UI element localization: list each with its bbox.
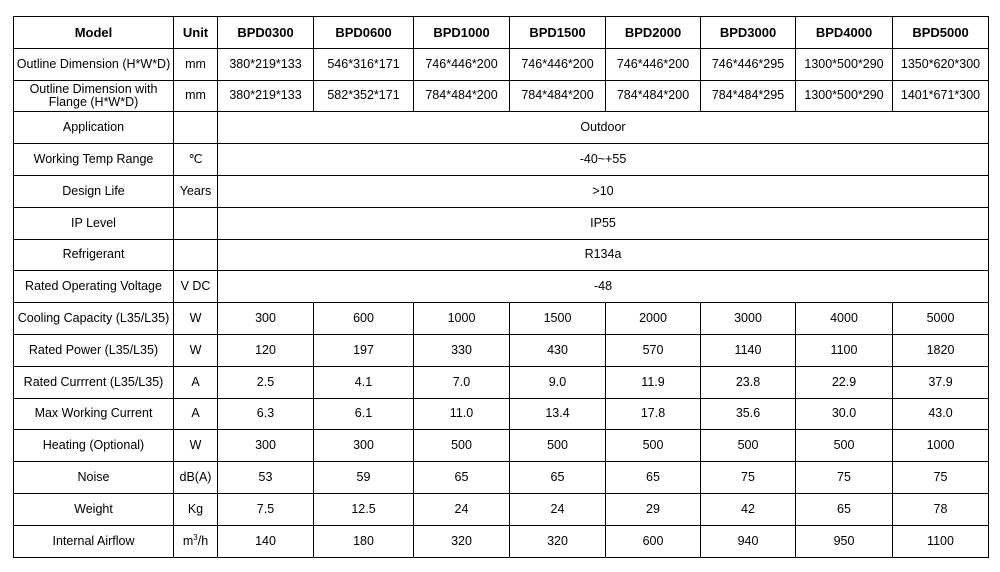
table-row	[14, 334, 989, 366]
model-cell: BPD4000	[796, 17, 893, 49]
row-label-cell: Weight	[14, 493, 174, 525]
table-row	[14, 80, 989, 112]
unit-cell: W	[174, 334, 218, 366]
value-cell: 300	[218, 303, 314, 335]
value-cell: 11.0	[414, 398, 510, 430]
value-cell: 42	[701, 493, 796, 525]
table-row	[14, 271, 989, 303]
value-cell: 600	[606, 525, 701, 557]
unit-rest: /h	[197, 533, 209, 548]
value-cell: 500	[796, 430, 893, 462]
table-row	[14, 493, 989, 525]
value-cell: 75	[701, 462, 796, 494]
value-cell: 1000	[414, 303, 510, 335]
row-label-cell: Rated Operating Voltage	[14, 271, 174, 303]
value-cell: 1300*500*290	[796, 48, 893, 80]
spanned-value-cell: Outdoor	[218, 112, 989, 144]
unit-cell: Years	[174, 175, 218, 207]
row-label-cell: Internal Airflow	[14, 525, 174, 557]
row-label-cell: Outline Dimension with Flange (H*W*D)	[14, 80, 174, 112]
value-cell: 380*219*133	[218, 80, 314, 112]
value-cell: 500	[701, 430, 796, 462]
value-cell: 546*316*171	[314, 48, 414, 80]
value-cell: 75	[796, 462, 893, 494]
value-cell: 570	[606, 334, 701, 366]
value-cell: 6.1	[314, 398, 414, 430]
value-cell: 784*484*200	[414, 80, 510, 112]
model-cell: BPD0300	[218, 17, 314, 49]
value-cell: 65	[796, 493, 893, 525]
value-cell: 300	[218, 430, 314, 462]
value-cell: 500	[510, 430, 606, 462]
value-cell: 940	[701, 525, 796, 557]
table-row	[14, 112, 989, 144]
value-cell: 4.1	[314, 366, 414, 398]
table-row	[14, 366, 989, 398]
value-cell: 5000	[893, 303, 989, 335]
value-cell: 7.5	[218, 493, 314, 525]
value-cell: 300	[314, 430, 414, 462]
table-row	[14, 462, 989, 494]
value-cell: 600	[314, 303, 414, 335]
value-cell: 784*484*200	[510, 80, 606, 112]
value-cell: 9.0	[510, 366, 606, 398]
value-cell: 11.9	[606, 366, 701, 398]
value-cell: 330	[414, 334, 510, 366]
row-label-cell: Application	[14, 112, 174, 144]
value-cell: 1100	[796, 334, 893, 366]
model-cell: BPD1500	[510, 17, 606, 49]
value-cell: 2.5	[218, 366, 314, 398]
model-cell: BPD5000	[893, 17, 989, 49]
value-cell: 24	[414, 493, 510, 525]
value-cell: 430	[510, 334, 606, 366]
value-cell: 24	[510, 493, 606, 525]
value-cell: 22.9	[796, 366, 893, 398]
value-cell: 180	[314, 525, 414, 557]
row-label-cell: Noise	[14, 462, 174, 494]
spec-table-body	[14, 17, 989, 558]
row-label-cell: Rated Currrent (L35/L35)	[14, 366, 174, 398]
unit-cell: ℃	[174, 144, 218, 176]
value-cell: 1140	[701, 334, 796, 366]
row-label-cell: Refrigerant	[14, 239, 174, 271]
value-cell: 746*446*200	[606, 48, 701, 80]
value-cell: 30.0	[796, 398, 893, 430]
spanned-value-cell: IP55	[218, 207, 989, 239]
value-cell: 59	[314, 462, 414, 494]
table-row	[14, 144, 989, 176]
value-cell: 1401*671*300	[893, 80, 989, 112]
row-label-cell: Rated Power (L35/L35)	[14, 334, 174, 366]
value-cell: 120	[218, 334, 314, 366]
row-label-cell: Heating (Optional)	[14, 430, 174, 462]
unit-cell	[174, 112, 218, 144]
row-label-cell: Design Life	[14, 175, 174, 207]
unit-cell: W	[174, 303, 218, 335]
value-cell: 500	[606, 430, 701, 462]
row-label-cell: IP Level	[14, 207, 174, 239]
value-cell: 140	[218, 525, 314, 557]
value-cell: 950	[796, 525, 893, 557]
table-row	[14, 430, 989, 462]
spanned-value-cell: -48	[218, 271, 989, 303]
table-row	[14, 398, 989, 430]
table-row	[14, 303, 989, 335]
unit-cell: A	[174, 366, 218, 398]
value-cell: 3000	[701, 303, 796, 335]
unit-cell	[174, 525, 218, 557]
value-cell: 1500	[510, 303, 606, 335]
value-cell: 1350*620*300	[893, 48, 989, 80]
value-cell: 320	[414, 525, 510, 557]
value-cell: 65	[510, 462, 606, 494]
value-cell: 23.8	[701, 366, 796, 398]
value-cell: 37.9	[893, 366, 989, 398]
value-cell: 746*446*200	[414, 48, 510, 80]
model-cell: BPD1000	[414, 17, 510, 49]
unit-cell: Kg	[174, 493, 218, 525]
value-cell: 746*446*295	[701, 48, 796, 80]
spec-table	[13, 16, 989, 558]
value-cell: 1300*500*290	[796, 80, 893, 112]
value-cell: 1000	[893, 430, 989, 462]
model-header-cell: Model	[14, 17, 174, 49]
unit-cell: A	[174, 398, 218, 430]
table-row	[14, 175, 989, 207]
value-cell: 500	[414, 430, 510, 462]
value-cell: 746*446*200	[510, 48, 606, 80]
value-cell: 43.0	[893, 398, 989, 430]
value-cell: 784*484*200	[606, 80, 701, 112]
row-label-cell: Max Working Current	[14, 398, 174, 430]
unit-header-cell: Unit	[174, 17, 218, 49]
value-cell: 65	[606, 462, 701, 494]
spanned-value-cell: >10	[218, 175, 989, 207]
value-cell: 12.5	[314, 493, 414, 525]
value-cell: 78	[893, 493, 989, 525]
value-cell: 7.0	[414, 366, 510, 398]
value-cell: 75	[893, 462, 989, 494]
header-row	[14, 17, 989, 49]
value-cell: 53	[218, 462, 314, 494]
value-cell: 2000	[606, 303, 701, 335]
model-cell: BPD0600	[314, 17, 414, 49]
spanned-value-cell: R134a	[218, 239, 989, 271]
value-cell: 29	[606, 493, 701, 525]
table-row	[14, 48, 989, 80]
value-cell: 6.3	[218, 398, 314, 430]
value-cell: 1100	[893, 525, 989, 557]
value-cell: 784*484*295	[701, 80, 796, 112]
table-row	[14, 525, 989, 557]
unit-cell	[174, 207, 218, 239]
model-cell: BPD3000	[701, 17, 796, 49]
table-row	[14, 239, 989, 271]
unit-cell	[174, 239, 218, 271]
unit-superscript: 3	[193, 532, 198, 542]
value-cell: 582*352*171	[314, 80, 414, 112]
row-label-cell: Outline Dimension (H*W*D)	[14, 48, 174, 80]
unit-cell: mm	[174, 80, 218, 112]
value-cell: 1820	[893, 334, 989, 366]
value-cell: 197	[314, 334, 414, 366]
spanned-value-cell: -40~+55	[218, 144, 989, 176]
unit-cell: W	[174, 430, 218, 462]
row-label-cell: Cooling Capacity (L35/L35)	[14, 303, 174, 335]
value-cell: 4000	[796, 303, 893, 335]
value-cell: 13.4	[510, 398, 606, 430]
unit-cell: dB(A)	[174, 462, 218, 494]
value-cell: 380*219*133	[218, 48, 314, 80]
model-cell: BPD2000	[606, 17, 701, 49]
unit-base: m	[182, 533, 194, 548]
value-cell: 320	[510, 525, 606, 557]
row-label-cell: Working Temp Range	[14, 144, 174, 176]
unit-cell: mm	[174, 48, 218, 80]
value-cell: 35.6	[701, 398, 796, 430]
value-cell: 65	[414, 462, 510, 494]
table-row	[14, 207, 989, 239]
unit-cell: V DC	[174, 271, 218, 303]
value-cell: 17.8	[606, 398, 701, 430]
